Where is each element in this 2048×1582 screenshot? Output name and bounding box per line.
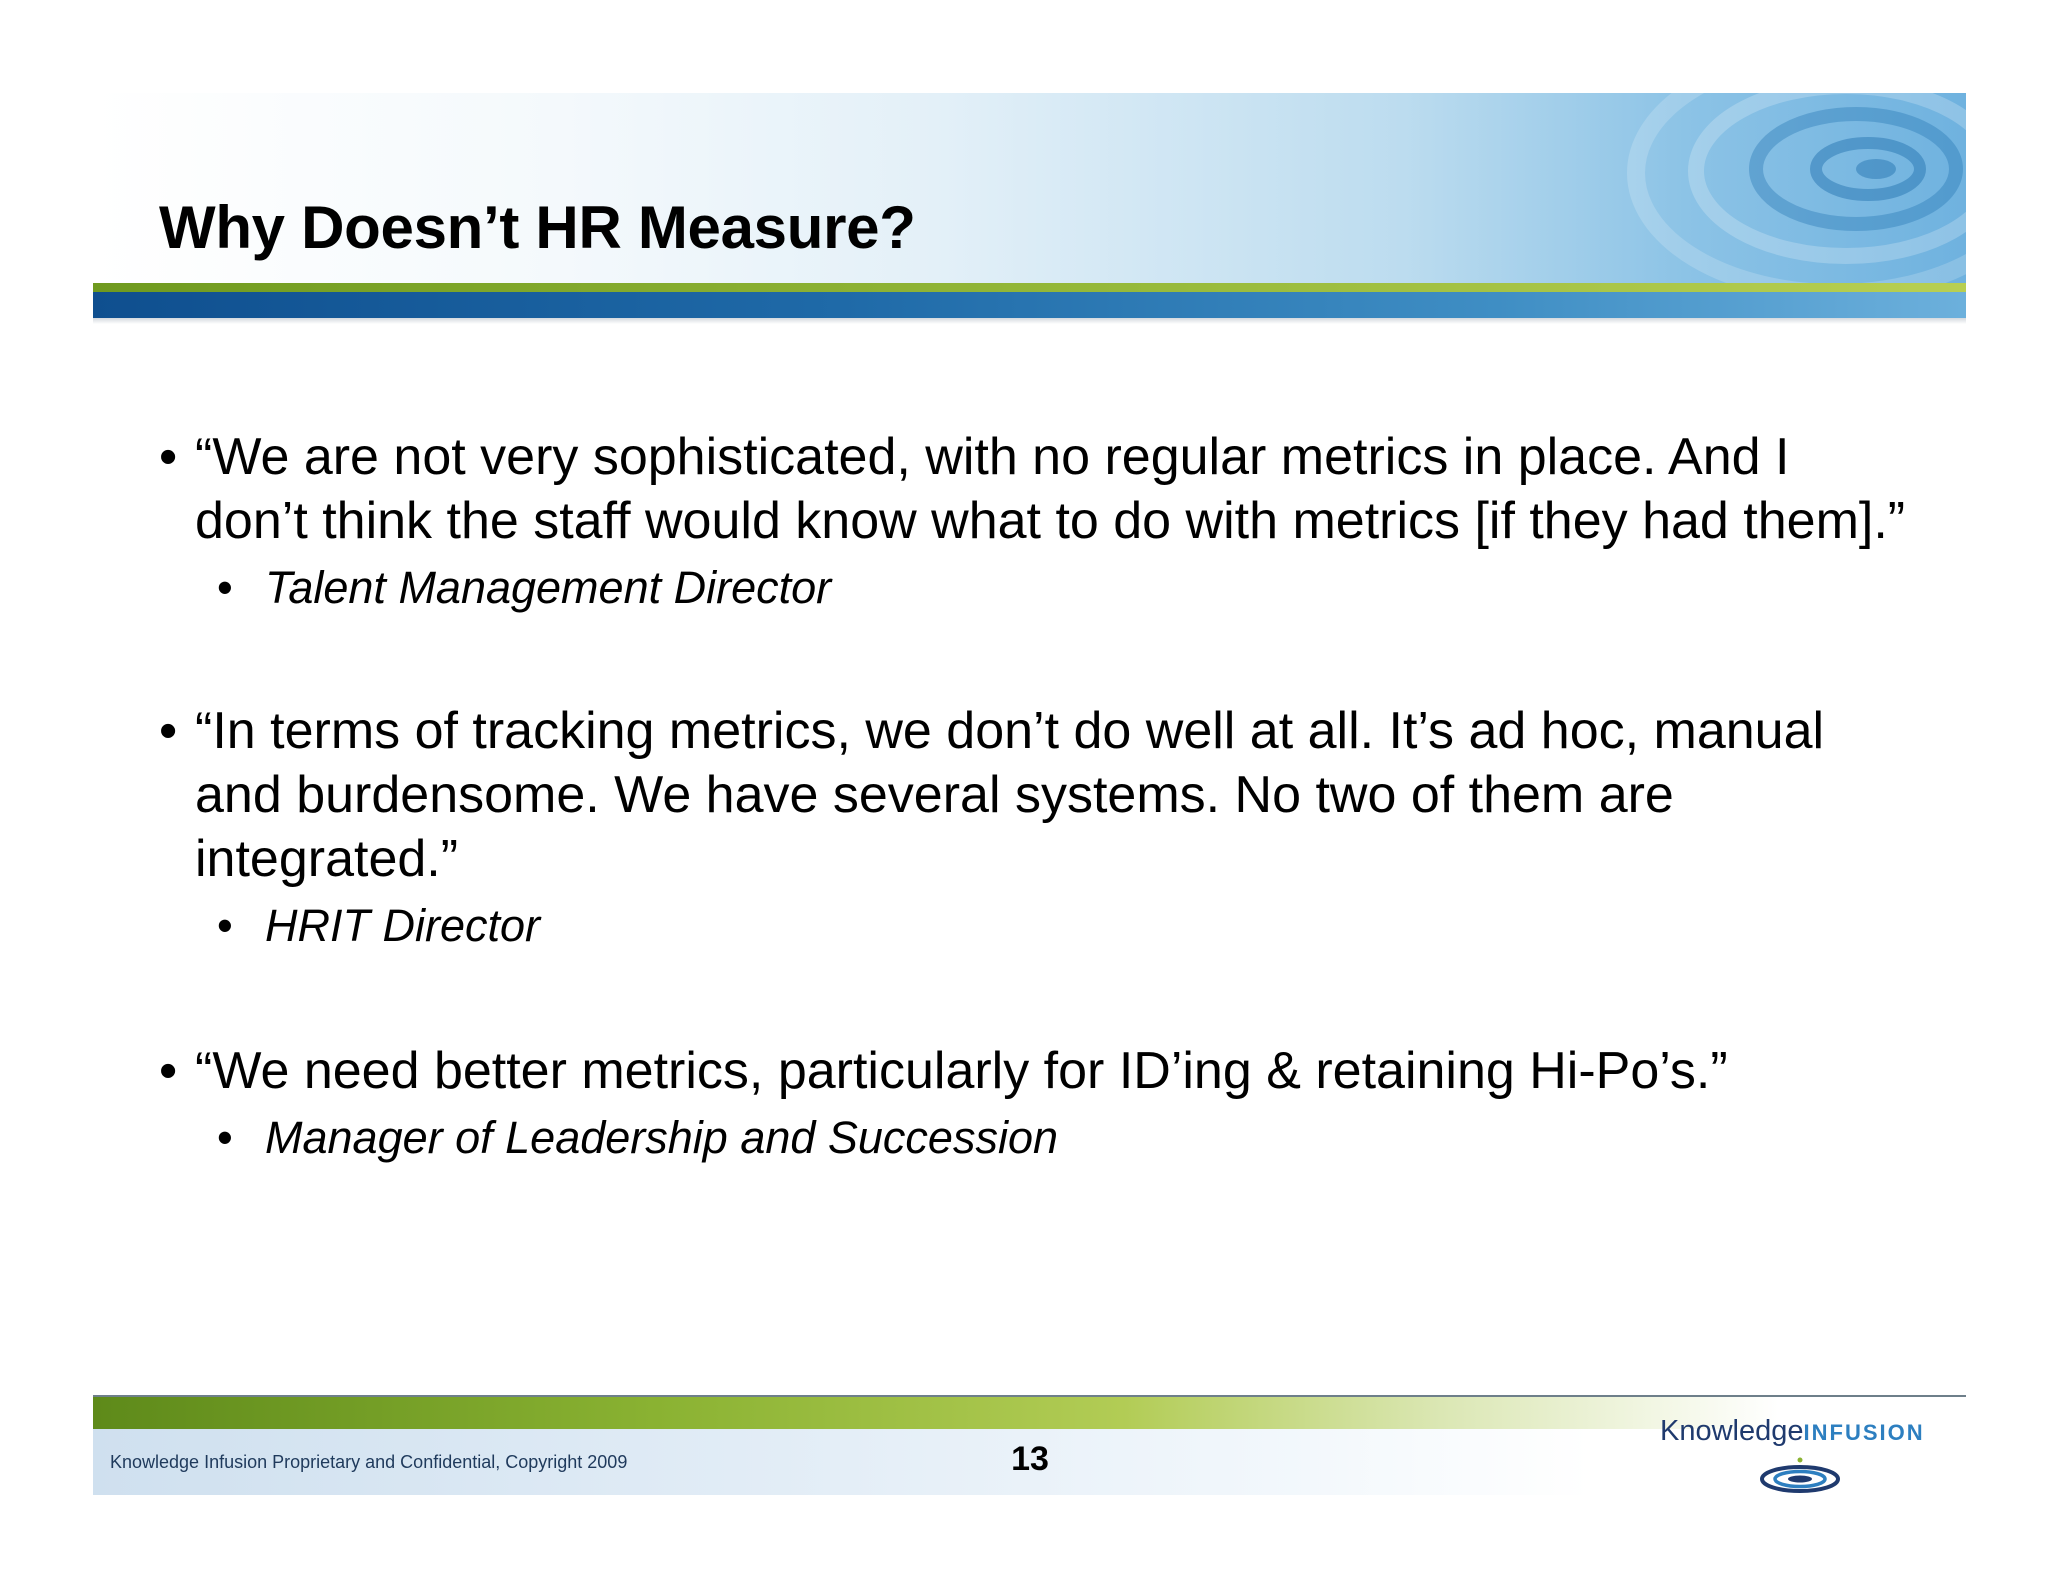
header-divider-blue [93,292,1966,318]
attribution-text: HRIT Director [265,900,541,951]
logo-word-knowledge: Knowledge [1660,1415,1804,1447]
quote-item [155,425,1915,617]
quote-item [155,699,1915,955]
attribution-block [217,559,1915,617]
quote-text: “We need better metrics, particularly for ID’ing & retaining Hi-Po’s.” [195,1042,1728,1100]
bullet-icon: • [159,428,178,486]
attribution-text: Talent Management Director [265,562,832,613]
bullet-icon: • [159,702,178,760]
logo-wordmark [1660,1415,1925,1448]
header-shadow [93,318,1966,324]
concentric-ellipses-icon [1758,1457,1842,1493]
bullet-icon: • [217,900,233,951]
attribution-block [217,1109,1915,1167]
page-title: Why Doesn’t HR Measure? [159,194,916,261]
header-divider-green [93,283,1966,292]
page-number: 13 [1011,1440,1049,1478]
bullet-icon: • [217,562,233,613]
quote-text-block [155,699,1915,891]
quote-text-block [155,425,1915,553]
attribution-block [217,897,1915,955]
header-band [93,93,1966,283]
ripple-swirl-icon [1606,93,1966,283]
bullet-icon: • [159,1042,178,1100]
logo-word-infusion: INFUSION [1803,1420,1925,1445]
slide-content [155,425,1915,1167]
attribution-text: Manager of Leadership and Succession [265,1112,1059,1163]
quote-text: “We are not very sophisticated, with no regular metrics in place. And I don’t think the staff would know what to do with metrics [if they had them].” [195,428,1906,550]
bullet-icon: • [217,1112,233,1163]
quote-text: “In terms of tracking metrics, we don’t do well at all. It’s ad hoc, manual and burdensome. We have several systems. No two of them are integrated.” [195,702,1825,888]
copyright-text: Knowledge Infusion Proprietary and Confidential, Copyright 2009 [110,1452,628,1472]
quote-text-block [155,1039,1915,1103]
company-logo [1650,1405,1925,1500]
quote-item [155,1039,1915,1167]
